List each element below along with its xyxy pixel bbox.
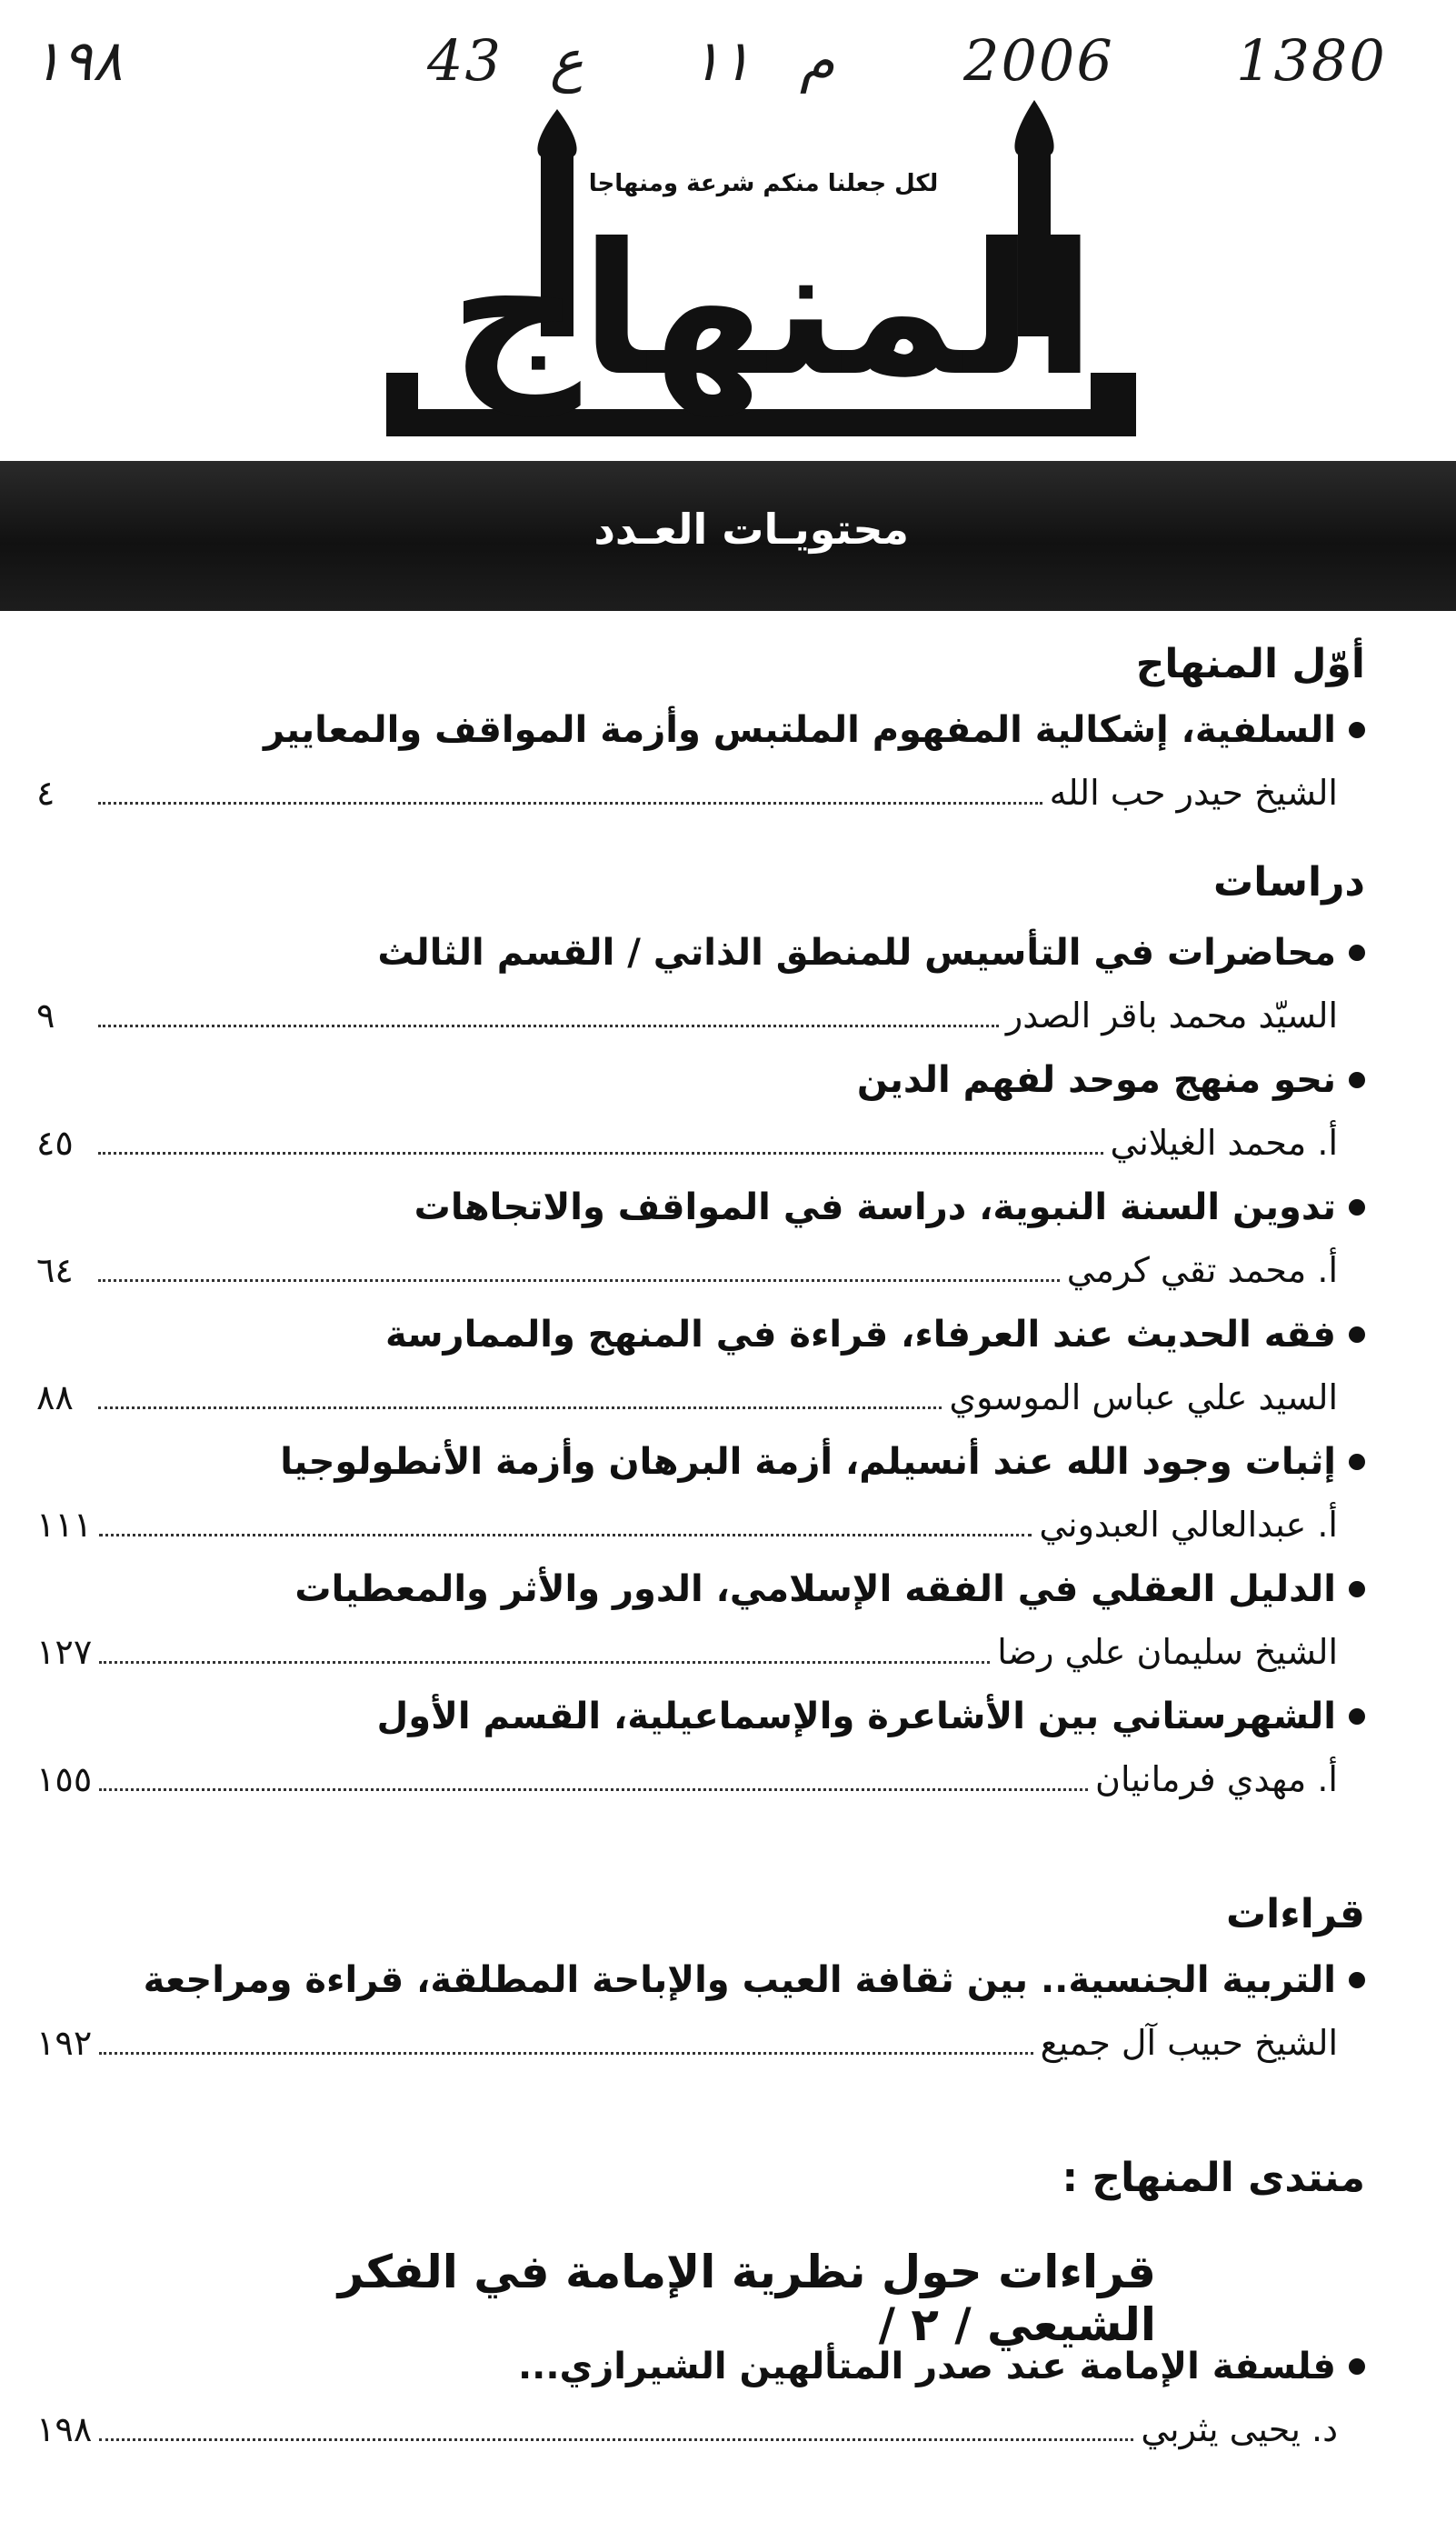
toc-entry (36, 1055, 1365, 1167)
entry-author: السيد علي عباس الموسوي (949, 1377, 1338, 1417)
bullet-icon (1349, 1972, 1365, 1988)
entry-page: ٨٨ (36, 1377, 74, 1417)
masthead-title: المنهاج (449, 205, 1096, 416)
bullet-icon (1349, 1708, 1365, 1725)
section-heading: منتدى المنهاج : (1062, 2155, 1365, 2201)
entry-author: الشيخ سليمان علي رضا (997, 1632, 1338, 1672)
entry-page: ١٩٢ (36, 2023, 93, 2063)
toc-entry (36, 705, 1365, 817)
entry-author: السيّد محمد باقر الصدر (1005, 996, 1338, 1036)
handwritten-code: 43 (427, 27, 503, 94)
entry-author: الشيخ حبيب آل جميع (1040, 2023, 1338, 2063)
entry-author: الشيخ حيدر حب الله (1049, 773, 1338, 813)
entry-title: نحو منهج موحد لفهم الدين (856, 1059, 1336, 1101)
toc-entry (36, 2341, 1365, 2454)
entry-title: إثبات وجود الله عند أنسيلم، أزمة البرهان وأزمة الأنطولوجيا (280, 1441, 1336, 1483)
entry-page: ٩ (36, 996, 55, 1036)
handwritten-page-number: ١٩٨ (32, 27, 123, 94)
entry-page: ١٩٨ (36, 2409, 93, 2449)
entry-page: ١٢٧ (36, 1632, 93, 1672)
entry-author: أ. عبدالعالي العبدوني (1039, 1505, 1338, 1545)
toc-entry (36, 1955, 1365, 2067)
masthead-logo (345, 100, 1163, 455)
entry-title: فلسفة الإمامة عند صدر المتألهين الشيرازي... (517, 2346, 1336, 2387)
dot-leader (99, 1636, 990, 1664)
entry-page: ١٥٥ (36, 1759, 93, 1799)
entry-page: ٦٤ (36, 1250, 74, 1290)
section-heading: أوّل المنهاج (1135, 641, 1365, 687)
contents-banner-title: محتويـات العـدد (593, 505, 909, 554)
entry-author: أ. محمد الغيلاني (1110, 1123, 1338, 1163)
entry-title: السلفية، إشكالية المفهوم الملتبس وأزمة المواقف والمعايير (263, 709, 1336, 751)
entry-author: أ. مهدي فرمانيان (1095, 1759, 1338, 1799)
toc-entry (36, 1309, 1365, 1422)
handwritten-year: 2006 (963, 27, 1114, 94)
entry-title: الدليل العقلي في الفقه الإسلامي، الدور والأثر والمعطيات (294, 1568, 1336, 1610)
bullet-icon (1349, 2358, 1365, 2375)
toc-entry (36, 1436, 1365, 1549)
handwritten-catalog-number: 1380 (1236, 27, 1387, 94)
entry-page: ٤ (36, 773, 55, 813)
masthead-tagline: لكل جعلنا منكم شرعة ومنهاجا (588, 170, 939, 197)
bullet-icon (1349, 1454, 1365, 1470)
handwritten-mark-ain: ع (550, 27, 583, 94)
entry-title: التربية الجنسية.. بين ثقافة العيب والإباحة المطلقة، قراءة ومراجعة (143, 1959, 1336, 2001)
entry-author: د. يحيى يثربي (1141, 2409, 1338, 2449)
entry-page: ٤٥ (36, 1123, 74, 1163)
dot-leader (99, 2413, 1133, 2441)
dot-leader (98, 999, 999, 1027)
section-heading: دراسات (1213, 859, 1365, 906)
entry-page: ١١١ (36, 1505, 93, 1545)
dot-leader (98, 776, 1042, 805)
toc-entry (36, 1182, 1365, 1295)
dot-leader (98, 1381, 942, 1409)
bullet-icon (1349, 1326, 1365, 1343)
bullet-icon (1349, 1072, 1365, 1088)
dot-leader (99, 1508, 1032, 1536)
dot-leader (98, 1126, 1103, 1155)
toc-entry (36, 1564, 1365, 1676)
toc-entry (36, 1691, 1365, 1804)
handwritten-mark-mim: م (800, 27, 835, 94)
entry-title: الشهرستاني بين الأشاعرة والإسماعيلية، القسم الأول (376, 1696, 1336, 1737)
toc-entry (36, 927, 1365, 1040)
section-heading: قراءات (1225, 1891, 1365, 1937)
bullet-icon (1349, 945, 1365, 961)
entry-author: أ. محمد تقي كرمي (1066, 1250, 1338, 1290)
entry-title: فقه الحديث عند العرفاء، قراءة في المنهج والممارسة (384, 1314, 1336, 1356)
dot-leader (99, 2027, 1032, 2055)
bullet-icon (1349, 1581, 1365, 1597)
dot-leader (98, 1254, 1060, 1282)
entry-title: تدوين السنة النبوية، دراسة في المواقف والاتجاهات (414, 1186, 1336, 1228)
bullet-icon (1349, 722, 1365, 738)
bullet-icon (1349, 1199, 1365, 1216)
entry-title: محاضرات في التأسيس للمنطق الذاتي / القسم الثالث (377, 932, 1336, 974)
dot-leader (99, 1763, 1088, 1791)
section-subheading: قراءات حول نظرية الإمامة في الفكر الشيعي / ٢ / (337, 2246, 1156, 2351)
handwritten-mark-number: ١١ (691, 27, 752, 94)
